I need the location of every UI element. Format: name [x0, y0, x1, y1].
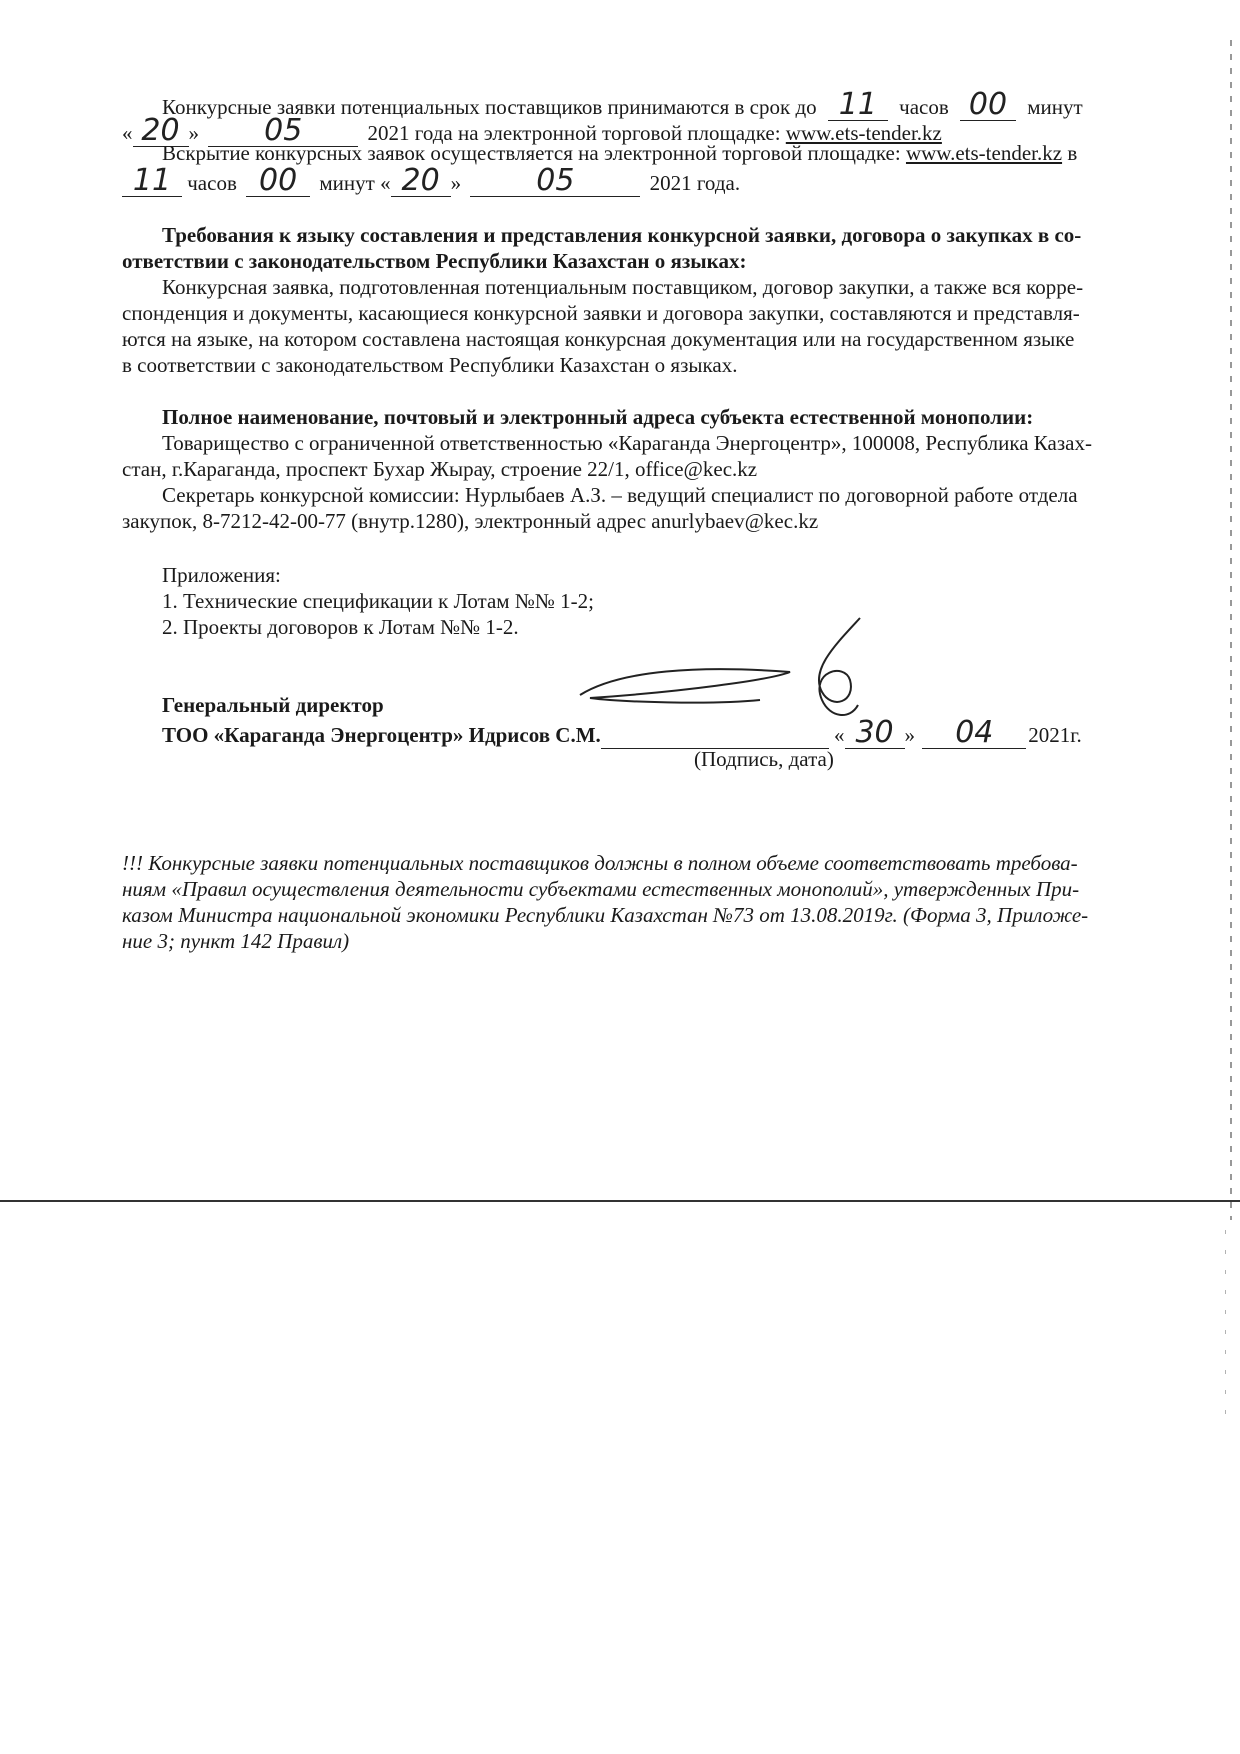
footnote-line-2: ниям «Правил осуществления деятельности субъектами естественных монополий», утвержденных При-: [122, 877, 1080, 901]
language-body-1: Конкурсная заявка, подготовленная потенциальным поставщиком, договор закупки, а также вся корре-: [162, 275, 1084, 299]
scan-edge-artifact: [1225, 1230, 1226, 1430]
appendix-item: 1. Технические спецификации к Лотам №№ 1-2;: [162, 589, 594, 613]
quote-open: «: [834, 723, 845, 747]
hours-word: часов: [187, 171, 237, 195]
quote-close: »: [904, 723, 916, 747]
appendices-title: Приложения:: [162, 563, 281, 587]
signatory-line: [162, 715, 1082, 750]
opening-year-text: 2021 года.: [649, 171, 741, 195]
handwritten-signature: [560, 610, 890, 720]
opening-minute-handwritten: 00: [246, 166, 310, 197]
language-body-4: в соответствии с законодательством Республики Казахстан о языках.: [122, 353, 738, 377]
signatory-day-handwritten: 30: [845, 718, 905, 749]
opening-month-handwritten: 05: [470, 166, 640, 197]
signature-blank: [601, 722, 829, 749]
monopoly-body-1: Товарищество с ограниченной ответственностью «Караганда Энергоцентр», 100008, Республика Казах-: [162, 431, 1092, 455]
opening-day-handwritten: 20: [391, 166, 451, 197]
page-divider: [0, 1200, 1240, 1202]
deadline-hour-handwritten: 11: [828, 90, 888, 121]
language-heading-1: Требования к языку составления и представления конкурсной заявки, договора о закупках в со-: [162, 223, 1082, 247]
deadline-minute-handwritten: 00: [960, 90, 1016, 121]
deadline-year-text: 2021 года на электронной торговой площадке:: [367, 121, 781, 145]
signatory-month-handwritten: 04: [922, 718, 1026, 749]
opening-text: Вскрытие конкурсных заявок осуществляется на электронной торговой площадке:: [162, 141, 901, 165]
secretary-line-2: закупок, 8-7212-42-00-77 (внутр.1280), электронный адрес anurlybaev@kec.kz: [122, 509, 819, 533]
monopoly-body-2: стан, г.Караганда, проспект Бухар Жырау, строение 22/1, office@kec.kz: [122, 457, 758, 481]
minutes-word: минут: [1027, 95, 1083, 119]
opening-line-2: [122, 163, 741, 198]
signatory-year: 2021г.: [1028, 723, 1082, 747]
deadline-site-link[interactable]: www.ets-tender.kz: [785, 121, 942, 145]
signatory-org-name: ТОО «Караганда Энергоцентр» Идрисов С.М.: [162, 723, 601, 747]
minutes-word: минут «: [319, 171, 391, 195]
signatory-role: Генеральный директор: [162, 693, 384, 717]
quote-close: »: [188, 121, 199, 145]
opening-in-word: в: [1067, 141, 1078, 165]
footnote-line-3: казом Министра национальной экономики Республики Казахстан №73 от 13.08.2019г. (Форма 3, Приложе-: [122, 903, 1089, 927]
footnote-line-4: ние 3; пункт 142 Правил): [122, 929, 350, 953]
opening-site-link[interactable]: www.ets-tender.kz: [905, 141, 1063, 165]
secretary-line-1: Секретарь конкурсной комиссии: Нурлыбаев А.З. – ведущий специалист по договорной работе отдела: [162, 483, 1078, 507]
opening-hour-handwritten: 11: [122, 166, 182, 197]
deadline-month-handwritten: 05: [208, 116, 358, 147]
signature-caption: (Подпись, дата): [694, 747, 834, 771]
opening-line-1: [162, 140, 1077, 166]
monopoly-heading: Полное наименование, почтовый и электронный адреса субъекта естественной монополии:: [162, 405, 1034, 429]
footnote-line-1: !!! Конкурсные заявки потенциальных поставщиков должны в полном объеме соответствовать требова-: [122, 851, 1078, 875]
appendix-item: 2. Проекты договоров к Лотам №№ 1-2.: [162, 615, 519, 639]
quote-open: «: [122, 121, 133, 145]
scan-edge-artifact: [1230, 40, 1232, 1220]
deadline-day-handwritten: 20: [133, 116, 189, 147]
language-body-3: ются на языке, на котором составлена настоящая конкурсная документация или на государственном языке: [122, 327, 1075, 351]
language-heading-2: ответствии с законодательством Республики Казахстан о языках:: [122, 249, 747, 273]
deadline-text: Конкурсные заявки потенциальных поставщиков принимаются в срок до: [162, 95, 817, 119]
hours-word: часов: [899, 95, 949, 119]
language-body-2: спонденция и документы, касающиеся конкурсной заявки и договора закупки, составляются и представля-: [122, 301, 1080, 325]
quote-close: »: [450, 171, 462, 195]
